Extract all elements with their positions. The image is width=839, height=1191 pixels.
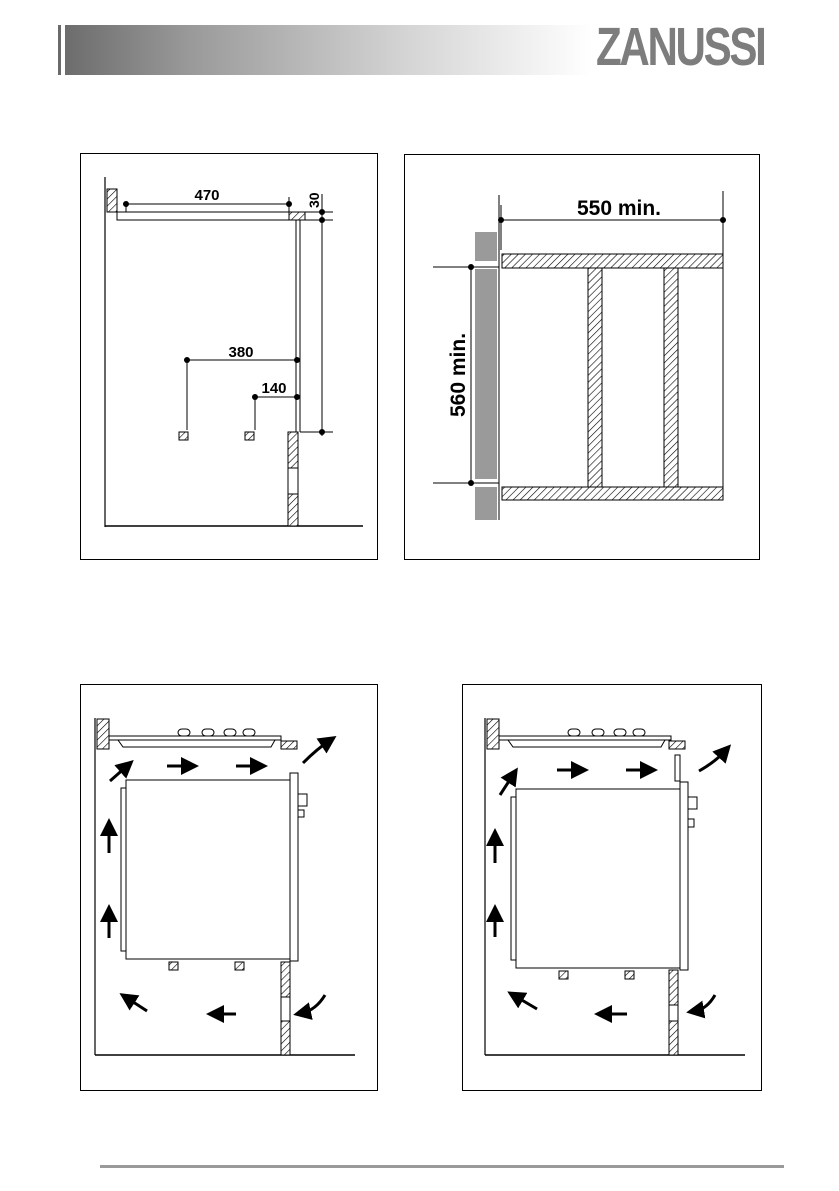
figure-cabinet-dimensions bbox=[80, 153, 378, 560]
dim-380-label: 380 bbox=[228, 344, 254, 361]
dim-470-label: 470 bbox=[194, 187, 220, 204]
header-gradient-bar bbox=[58, 25, 592, 75]
footer-divider bbox=[100, 1165, 784, 1168]
ventilation-flush-drawing bbox=[81, 685, 377, 1090]
niche-dimensions-drawing bbox=[405, 155, 759, 559]
cabinet-dimensions-drawing bbox=[81, 154, 377, 559]
dim-550-label: 550 min. bbox=[576, 197, 662, 220]
ventilation-recessed-drawing bbox=[463, 685, 761, 1090]
figure-niche-dimensions bbox=[404, 154, 760, 560]
figure-ventilation-recessed bbox=[462, 684, 762, 1091]
dim-140-label: 140 bbox=[261, 380, 287, 397]
figure-ventilation-flush bbox=[80, 684, 378, 1091]
dim-30-label: 30 bbox=[306, 192, 322, 208]
brand-logo: ZANUSSI bbox=[596, 17, 765, 77]
header-bar-notch bbox=[61, 25, 65, 75]
dim-560-label: 560 min. bbox=[447, 332, 470, 418]
